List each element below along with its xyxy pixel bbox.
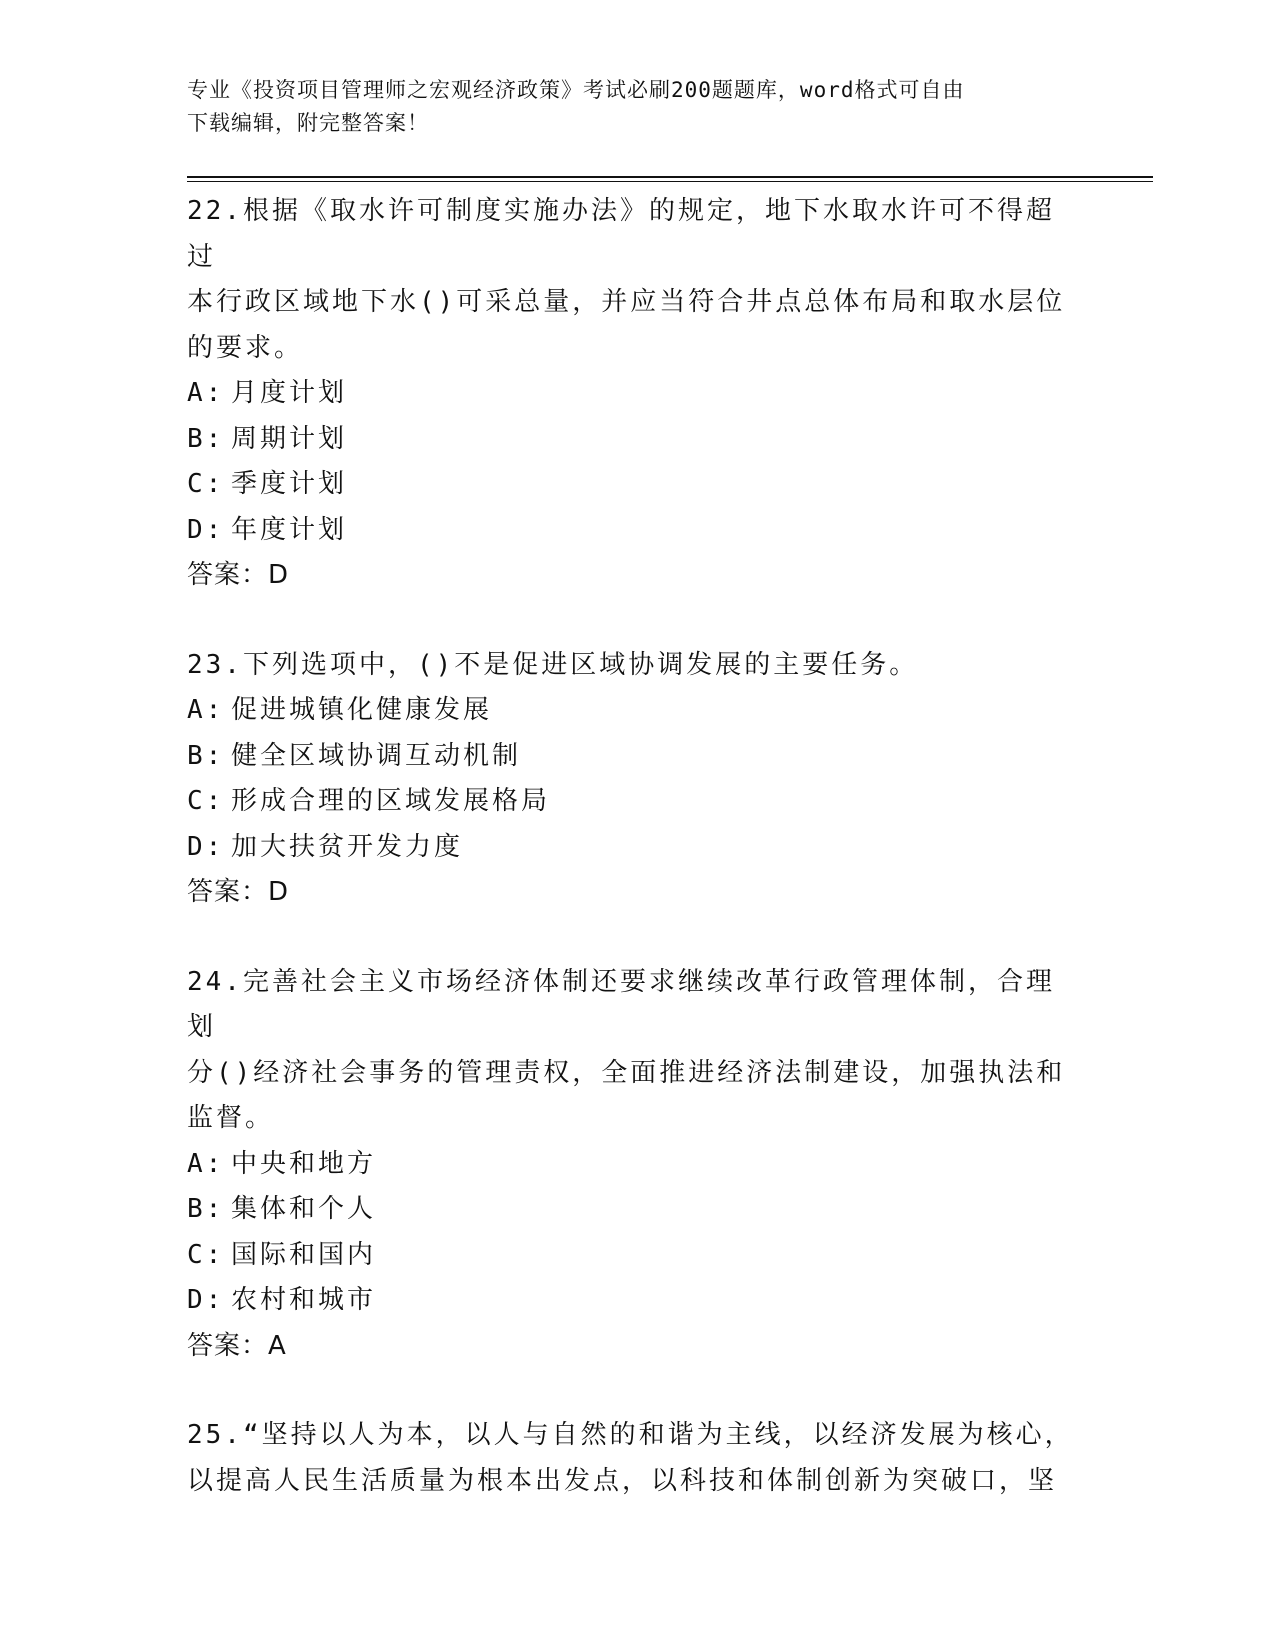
option-label: C:	[187, 469, 225, 499]
question-list	[187, 189, 1077, 1548]
question-text-line: 24.完善社会主义市场经济体制还要求继续改革行政管理体制，合理划	[187, 966, 1055, 1042]
option-c	[187, 1233, 1077, 1279]
option-label: D:	[187, 1285, 225, 1315]
question-text-line: 25.“坚持以人为本，以人与自然的和谐为主线，以经济发展为核心，	[187, 1420, 1074, 1450]
option-text: 加大扶贫开发力度	[231, 831, 464, 862]
option-label: A:	[187, 695, 225, 725]
option-d	[187, 825, 1077, 871]
question-22	[187, 189, 1077, 599]
option-d	[187, 1278, 1077, 1324]
option-d	[187, 508, 1077, 554]
option-text: 集体和个人	[231, 1194, 377, 1224]
option-label: C:	[187, 786, 225, 816]
option-text: 中央和地方	[231, 1148, 377, 1179]
question-text-line: 的要求。	[187, 332, 304, 363]
question-text-line: 监督。	[187, 1103, 275, 1133]
question-text-line: 23.下列选项中，()不是促进区域协调发展的主要任务。	[187, 649, 919, 680]
option-b	[187, 1187, 1077, 1233]
answer-line: 答案：D	[187, 560, 290, 590]
option-label: B:	[187, 423, 225, 454]
option-label: B:	[187, 1194, 225, 1224]
header-line: 下载编辑，附完整答案！	[187, 111, 429, 135]
header-divider-thin	[187, 181, 1153, 182]
question-25	[187, 1413, 1077, 1504]
option-text: 农村和城市	[231, 1285, 377, 1315]
header-divider-thick	[187, 176, 1153, 178]
option-text: 季度计划	[231, 469, 348, 499]
option-label: A:	[187, 378, 225, 408]
question-24	[187, 960, 1077, 1370]
option-b	[187, 417, 1077, 463]
option-c	[187, 779, 1077, 825]
option-a	[187, 371, 1077, 417]
question-text-line: 以提高人民生活质量为根本出发点，以科技和体制创新为突破口，坚	[187, 1465, 1058, 1496]
question-text-line: 22.根据《取水许可制度实施办法》的规定，地下水取水许可不得超过	[187, 196, 1055, 272]
question-text-line: 本行政区域地下水()可采总量，并应当符合井点总体布局和取水层位	[187, 287, 1066, 317]
option-text: 形成合理的区域发展格局	[231, 786, 551, 816]
option-a	[187, 1142, 1077, 1188]
option-text: 年度计划	[231, 514, 348, 545]
option-text: 月度计划	[231, 378, 348, 408]
question-text-line: 分()经济社会事务的管理责权，全面推进经济法制建设，加强执法和	[187, 1057, 1066, 1088]
question-23	[187, 643, 1077, 916]
option-text: 周期计划	[231, 423, 348, 454]
option-text: 促进城镇化健康发展	[231, 695, 493, 725]
option-label: D:	[187, 514, 225, 545]
header-line: 专业《投资项目管理师之宏观经济政策》考试必刷200题题库，word格式可自由	[187, 78, 965, 102]
document-header	[187, 74, 1067, 140]
option-label: D:	[187, 831, 225, 862]
option-b	[187, 734, 1077, 780]
option-c	[187, 462, 1077, 508]
option-label: A:	[187, 1148, 225, 1179]
answer-line: 答案：D	[187, 877, 290, 907]
option-label: C:	[187, 1239, 225, 1270]
option-label: B:	[187, 740, 225, 771]
option-text: 国际和国内	[231, 1239, 377, 1270]
option-text: 健全区域协调互动机制	[231, 740, 522, 771]
option-a	[187, 688, 1077, 734]
answer-line: 答案：A	[187, 1330, 287, 1361]
